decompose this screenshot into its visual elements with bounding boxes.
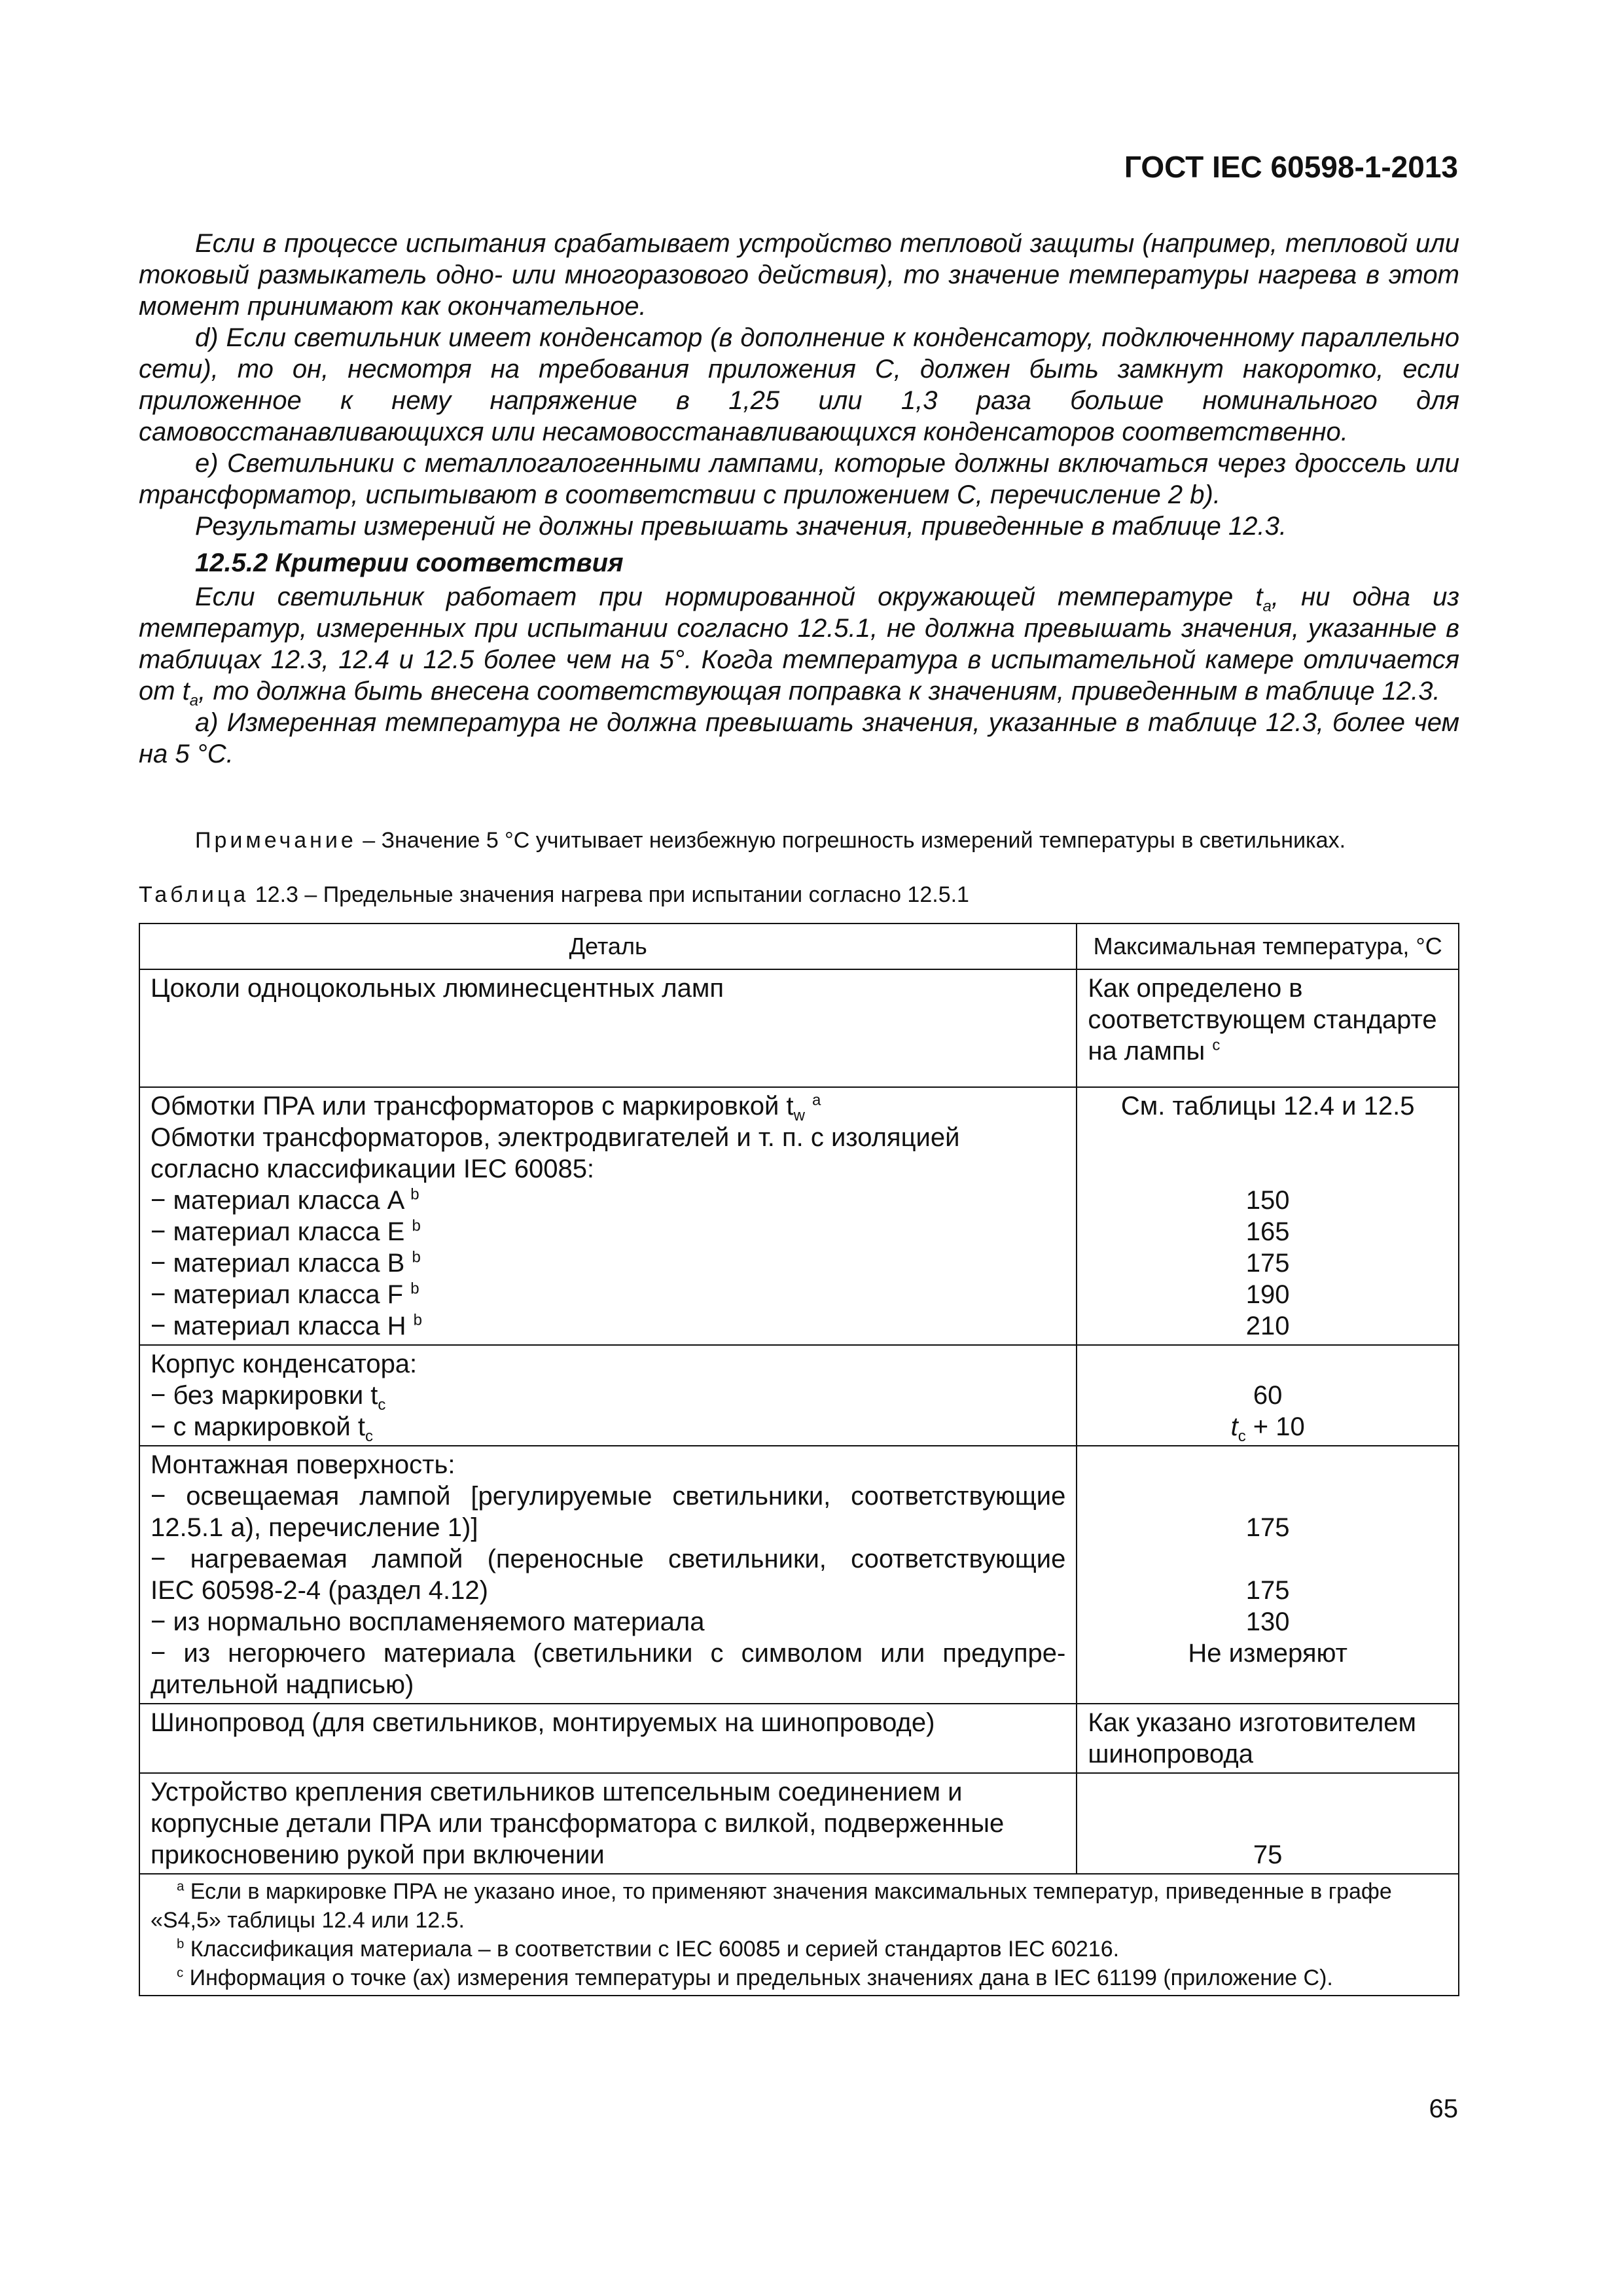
column-header-max-temp: Максимальная температура, °C (1077, 924, 1459, 969)
cell-part: Цоколи одноцокольных люминесцентных ламп (139, 969, 1077, 1087)
table-footnotes (139, 1874, 1459, 1996)
cell-value: 75 (1077, 1773, 1459, 1874)
footnote-a: $^a$ Если в маркировке ПРА не указано иное, то применяют значения максимальных температур, приведенные в графе «S4,5» таблицы 12.4 или 12.5. (151, 1879, 1392, 1933)
note-label: Примечание (195, 828, 357, 853)
page-number: 65 (1429, 2094, 1458, 2123)
paragraph-metal-halide: e) Светильники с металлогалогенными лампами, которые должны включаться через дроссель или трансформатор, испытывают в соответствии с приложением C, перечисление 2 b). (139, 449, 1459, 509)
paragraph-criteria: Если светильник работает при нормированной окружающей температуре $t_a$, ни одна из температур, измеренных при испытании согласно 12.5.1, не должна превышать значения, указанные в таблицах 12.3, 12.4 и 12.5 более чем на 5°. Когда температура в испытательной камере отличается от $t_a$, то должна быть внесена соответствующая поправка к значениям, приведенным в таблице 12.3. (139, 583, 1459, 709)
paragraph-measured-temp: a) Измеренная температура не должна превышать значения, указанные в таблице 12.3, более чем на 5 °C. (139, 708, 1459, 768)
column-header-part: Деталь (139, 924, 1077, 969)
table-caption-text: 12.3 – Предельные значения нагрева при испытании согласно 12.5.1 (249, 882, 969, 907)
cell-value: См. таблицы 12.4 и 12.5 150 165 175 190 210 (1077, 1087, 1459, 1345)
temperature-limits-table (139, 923, 1459, 1996)
cell-value: 175 175 130 Не измеряют (1077, 1446, 1459, 1704)
cell-part: Корпус конденсатора: − без маркировки $t_c$ − с маркировкой $t_c$ (139, 1345, 1077, 1446)
paragraph-capacitor: d) Если светильник имеет конденсатор (в дополнение к конденсатору, подключенному параллельно сети), то он, несмотря на требования приложения C, должен быть замкнут накоротко, если приложенное к нему напряжение в 1,25 или 1,3 раза больше номинального для самовосстанавливающихся или несамовосстанавливающихся конденсаторов соответственно. (139, 323, 1459, 446)
table-footnotes-row (139, 1874, 1459, 1996)
note-text: – Значение 5 °C учитывает неизбежную погрешность измерений температуры в светильниках. (356, 828, 1346, 853)
cell-part: Монтажная поверхность: − освещаемая лампой [регулируемые светильники, соответствующие 12.5.1 a), перечисление 1)] − нагреваемая лампой (переносные светильники, соответствующие IEC 60598-2-4 (раздел 4.12) − из нормально воспламеняемого материала − из негорючего материала (светильники с символом или предупре- дительной надписью) (139, 1446, 1077, 1704)
note (139, 826, 1459, 855)
table-caption (139, 882, 969, 908)
table-header-row (139, 924, 1459, 969)
paragraph-thermal-protection: Если в процессе испытания срабатывает устройство тепловой защиты (например, тепловой или токовый размыкатель одно- или многоразового действия), то значение температуры нагрева в этот момент принимают как окончательное. (139, 229, 1459, 321)
table-row (139, 1704, 1459, 1773)
table-caption-label: Таблица (139, 882, 249, 907)
table-row (139, 1446, 1459, 1704)
cell-part: Обмотки ПРА или трансформаторов с маркировкой $t_w$ $^a$ Обмотки трансформаторов, электродвигателей и т. п. с изоляцией согласно классификации IEC 60085: − материал класса A $^b$ − материал класса E $^b$ − материал класса B $^b$ − материал класса F $^b$ − материал класса H $^b$ (139, 1087, 1077, 1345)
cell-value: Как указано изготовителем шинопровода (1077, 1704, 1459, 1773)
document-standard-id: ГОСТ IEC 60598-1-2013 (1124, 150, 1458, 184)
cell-value: Как определено в соответствующем стандарте на лампы $^c$ (1077, 969, 1459, 1087)
section-heading: 12.5.2 Критерии соответствия (195, 548, 624, 577)
cell-value: 60 $t_c + 10$ (1077, 1345, 1459, 1446)
paragraph-results: Результаты измерений не должны превышать значения, приведенные в таблице 12.3. (195, 512, 1287, 541)
footnote-b: $^b$ Классификация материала – в соответствии с IEC 60085 и серией стандартов IEC 60216. (177, 1937, 1120, 1962)
table-row (139, 1345, 1459, 1446)
cell-part: Устройство крепления светильников штепсельным соединением и корпусные детали ПРА или трансформатора с вилкой, подверженные прикосновению рукой при включении (139, 1773, 1077, 1874)
table-row (139, 1773, 1459, 1874)
body-text (139, 228, 1459, 770)
cell-part: Шинопровод (для светильников, монтируемых на шинопроводе) (139, 1704, 1077, 1773)
footnote-c: $^c$ Информация о точке (ах) измерения температуры и предельных значениях дана в IEC 61199 (приложение C). (177, 1965, 1333, 1990)
table-row (139, 969, 1459, 1087)
table-row (139, 1087, 1459, 1345)
